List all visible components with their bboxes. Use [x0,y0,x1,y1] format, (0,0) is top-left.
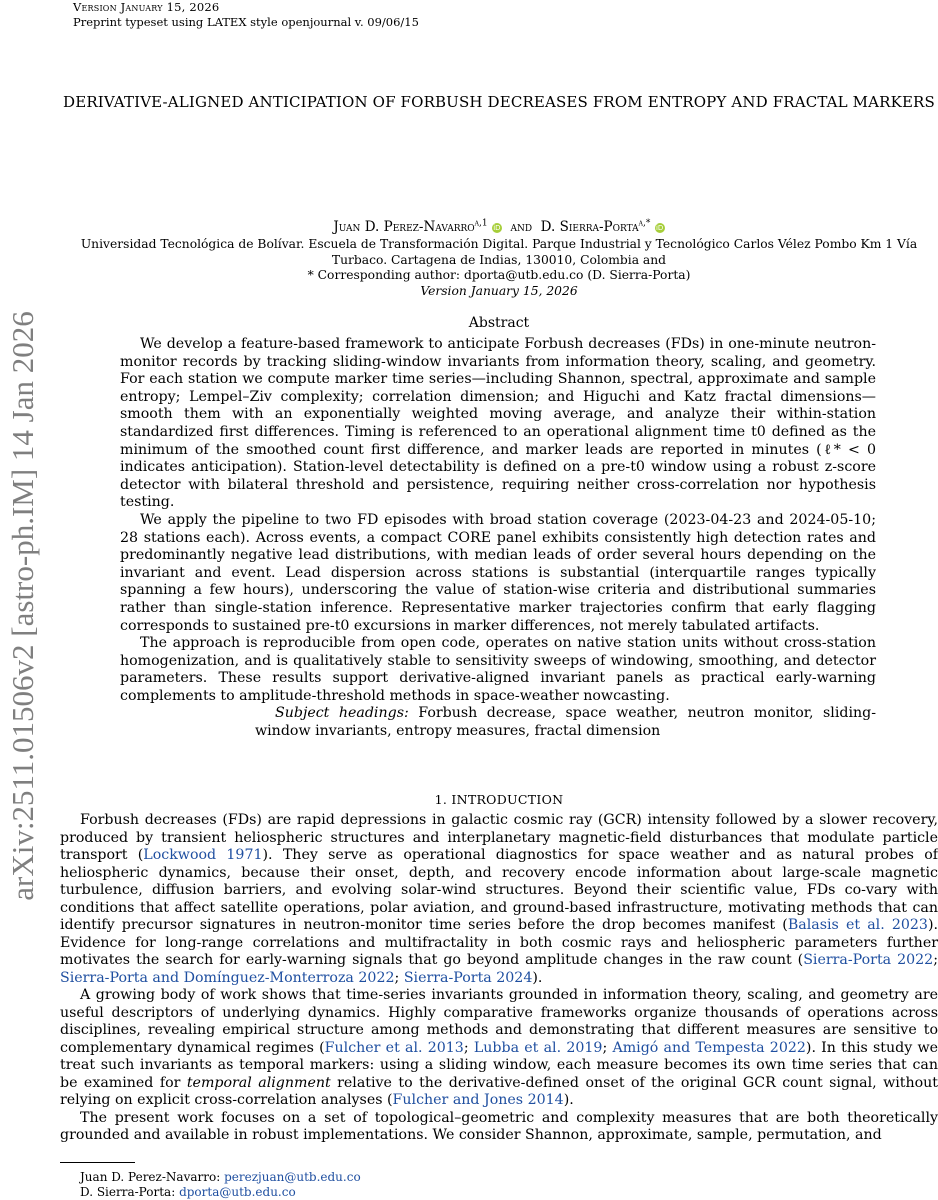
email-link[interactable]: dporta@utb.edu.co [179,1185,296,1199]
citation-link[interactable]: Balasis et al. 2023 [787,917,928,933]
citation-link[interactable]: Sierra-Porta 2022 [803,952,934,968]
citation-link[interactable]: Lubba et al. 2019 [473,1039,603,1056]
author-2: D. Sierra-Porta [540,219,639,235]
email-link[interactable]: perezjuan@utb.edu.co [224,1170,361,1184]
intro-paragraph: A growing body of work shows that time-series invariants grounded in information theory, scaling, and geometry are useful descriptors of underlying dynamics. Highly comparative frameworks organize thousands of operations across disciplines, revealing empirical structure among methods and demonstrating that different measures are sensitive to complementary dynamical regimes (Fulcher et al. 2013; Lubba et al. 2019; Amigó and Tempesta 2022). In this study we treat such invariants as temporal markers: using a sliding window, each measure becomes its own time series that can be examined for temporal alignment relative to the derivative-defined onset of the original GCR count signal, without relying on explicit cross-correlation analyses (Fulcher and Jones 2014). [60,987,938,1108]
intro-paragraph: Forbush decreases (FDs) are rapid depressions in galactic cosmic ray (GCR) intensity followed by a slower recovery, produced by transient heliospheric structures and interplanetary magnetic-field disturbances that modulate particle transport (Lockwood 1971). They serve as operational diagnostics for space weather and as natural probes of heliospheric dynamics, because their onset, depth, and recovery encode information about large-scale magnetic turbulence, diffusion barriers, and evolving solar-wind structures. Beyond their scientific value, FDs co-vary with conditions that affect satellite operations, polar aviation, and ground-based infrastructure, motivating methods that can identify precursor signatures in neutron-monitor time series before the drop becomes manifest (Balasis et al. 2023). Evidence for long-range correlations and multifractality in both cosmic rays and heliospheric parameters further motivates the search for early-warning signals that go beyond amplitude changes in the raw count (Sierra-Porta 2022; Sierra-Porta and Domínguez-Monterroza 2022; Sierra-Porta 2024). [60,812,938,986]
abstract-heading: Abstract [468,315,530,331]
author-connector: and [510,219,533,235]
affiliation-line: Universidad Tecnológica de Bolívar. Escuela de Transformación Digital. Parque Industrial y Tecnológico Carlos Vélez Pombo Km 1 Vía [80,237,918,251]
citation-link[interactable]: Sierra-Porta 2024 [403,969,533,986]
orcid-icon[interactable]: iD [655,224,664,232]
abstract-paragraph: We develop a feature-based framework to anticipate Forbush decreases (FDs) in one-minute neutron-monitor records by tracking sliding-window invariants from information theory, scaling, and geometry. For each station we compute marker time series—including Shannon, spectral, approximate and sample entropy; Lempel–Ziv complexity; correlation dimension; and Higuchi and Katz fractal dimensions—smooth them with an exponentially weighted moving average, and analyze their within-station standardized first differences. Timing is referenced to an operational alignment time t0 defined as the minimum of the smoothed count first difference, and marker leads are reported in minutes (ℓ* < 0 indicates anticipation). Station-level detectability is defined on a pre-t0 window using a robust z-score detector with bilateral threshold and persistence, requiring neither cross-correlation nor hypothesis testing. [120,336,876,511]
citation-link[interactable]: Sierra-Porta and Domínguez-Monterroza 2022 [60,969,395,986]
intro-paragraph: The present work focuses on a set of topological–geometric and complexity measures that are both theoretically grounded and available in robust implementations. We consider Shannon, approximate, sample, permutation, and [60,1109,938,1143]
section-heading: 1. INTRODUCTION [434,792,564,807]
footnote-rule [60,1162,135,1163]
affiliation-line: Turbaco. Cartagena de Indias, 130010, Colombia and [331,252,667,267]
subject-headings [120,705,876,740]
paper-title: DERIVATIVE-ALIGNED ANTICIPATION OF FORBUSH DECREASES FROM ENTROPY AND FRACTAL MARKERS [63,93,935,111]
subject-headings-list: Forbush decrease, space weather, neutron monitor, sliding-window invariants, entropy measures, fractal dimension [255,705,876,740]
version-date: Version January 15, 2026 [420,283,578,298]
subject-headings-label: Subject headings: [275,705,409,722]
corresponding-author: * Corresponding author: dporta@utb.edu.co (D. Sierra-Porta) [307,268,691,282]
introduction-body [60,812,938,1145]
citation-link[interactable]: Fulcher and Jones 2014 [392,1092,564,1108]
footnotes [60,1170,361,1200]
preprint-note: Preprint typeset using LATEX style openjournal v. 09/06/15 [73,15,419,29]
author-2-affil: a,* [638,218,651,229]
orcid-icon[interactable]: iD [493,224,501,232]
footnote-1: Juan D. Perez-Navarro: perezjuan@utb.edu.co [80,1170,361,1184]
abstract-paragraph: We apply the pipeline to two FD episodes with broad station coverage (2023-04-23 and 2024-05-10; 28 stations each). Across events, a compact CORE panel exhibits consistently high detection rates and predominantly negative lead distributions, with median leads of order several hours depending on the invariant and event. Lead dispersion across stations is substantial (interquartile ranges typically spanning a few hours), underscoring the value of station-wise criteria and distributional summaries rather than single-station inference. Representative marker trajectories confirm that early flagging corresponds to sustained pre-t0 excursions in marker differences, not merely tabulated artifacts. [120,511,876,634]
citation-link[interactable]: Lockwood 1971 [143,847,263,863]
author-1: Juan D. Perez-Navarro [333,219,475,235]
citation-link[interactable]: Amigó and Tempesta 2022 [612,1039,806,1056]
citation-link[interactable]: Fulcher et al. 2013 [324,1039,464,1056]
footnote-2: D. Sierra-Porta: dporta@utb.edu.co [80,1185,296,1199]
affiliation-block [60,237,938,299]
author-1-affil: a,1 [474,218,488,229]
arxiv-identifier: arXiv:2511.01506v2 [astro-ph.IM] 14 Jan 2026 [5,311,40,901]
abstract-body [120,336,876,741]
abstract-paragraph: The approach is reproducible from open code, operates on native station units without cross-station homogenization, and is qualitatively stable to sensitivity sweeps of windowing, smoothing, and detector parameters. These results support derivative-aligned invariant panels as practical early-warning complements to amplitude-threshold methods in space-weather nowcasting. [120,635,876,704]
author-line [60,219,938,235]
version-header: Version January 15, 2026 [73,0,220,14]
